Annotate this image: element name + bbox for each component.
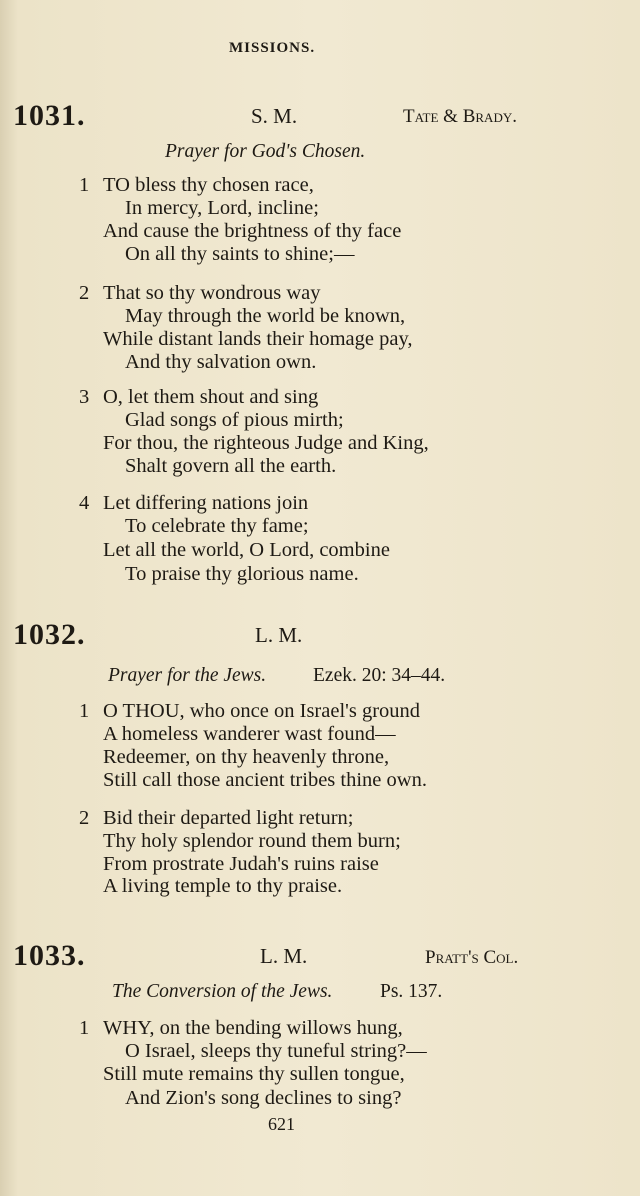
verse-line: While distant lands their homage pay, — [103, 328, 413, 350]
verse-line: Thy holy splendor round them burn; — [103, 830, 401, 852]
hymn-title: The Conversion of the Jews. — [112, 981, 333, 1002]
verse-line: Let all the world, O Lord, combine — [103, 539, 390, 561]
verse-line: And cause the brightness of thy face — [103, 220, 402, 242]
scripture-reference: Ps. 137. — [380, 981, 443, 1002]
verse-line: And Zion's song declines to sing? — [125, 1087, 402, 1109]
hymn-author: Pratt's Col. — [425, 947, 519, 968]
verse-line: On all thy saints to shine;— — [125, 243, 355, 265]
verse-number: 2 — [79, 807, 90, 829]
verse-line: To celebrate thy fame; — [125, 515, 309, 537]
verse-line: Glad songs of pious mirth; — [125, 409, 344, 431]
hymn-number: 1033. — [13, 939, 86, 972]
verse-number: 1 — [79, 174, 90, 196]
hymn-author: Tate & Brady. — [403, 106, 517, 127]
verse-line: May through the world be known, — [125, 305, 406, 327]
verse-line: Let differing nations join — [103, 492, 309, 514]
verse-line: To praise thy glorious name. — [125, 563, 359, 585]
verse-line: O Israel, sleeps thy tuneful string?— — [125, 1040, 427, 1062]
hymn-meter: L. M. — [255, 623, 303, 647]
hymn-number: 1031. — [13, 99, 86, 132]
verse-line: From prostrate Judah's ruins raise — [103, 853, 379, 875]
verse-line: A living temple to thy praise. — [103, 875, 343, 897]
verse-line: TO bless thy chosen race, — [103, 174, 314, 196]
verse-line: Bid their departed light return; — [103, 807, 354, 829]
hymn-meter: S. M. — [251, 104, 298, 128]
verse-number: 4 — [79, 492, 90, 514]
verse-number: 1 — [79, 1017, 90, 1039]
hymn-number: 1032. — [13, 618, 86, 651]
verse-line: And thy salvation own. — [125, 351, 317, 373]
verse-number: 2 — [79, 282, 90, 304]
verse-line: O, let them shout and sing — [103, 386, 319, 408]
verse-line: Still call those ancient tribes thine own. — [103, 769, 427, 791]
verse-line: Still mute remains thy sullen tongue, — [103, 1063, 405, 1085]
hymn-title: Prayer for God's Chosen. — [165, 141, 366, 162]
running-header: MISSIONS. — [229, 40, 316, 56]
verse-line: For thou, the righteous Judge and King, — [103, 432, 429, 454]
verse-line: That so thy wondrous way — [103, 282, 321, 304]
verse-number: 1 — [79, 700, 90, 722]
verse-line: In mercy, Lord, incline; — [125, 197, 319, 219]
verse-line: Redeemer, on thy heavenly throne, — [103, 746, 390, 768]
verse-line: WHY, on the bending willows hung, — [103, 1017, 403, 1039]
verse-number: 3 — [79, 386, 90, 408]
verse-line: Shalt govern all the earth. — [125, 455, 337, 477]
verse-line: A homeless wanderer wast found— — [103, 723, 396, 745]
scripture-reference: Ezek. 20: 34–44. — [313, 665, 446, 686]
page-number: 621 — [268, 1114, 295, 1134]
verse-line: O THOU, who once on Israel's ground — [103, 700, 421, 722]
hymn-title: Prayer for the Jews. — [108, 665, 267, 686]
hymn-meter: L. M. — [260, 944, 308, 968]
